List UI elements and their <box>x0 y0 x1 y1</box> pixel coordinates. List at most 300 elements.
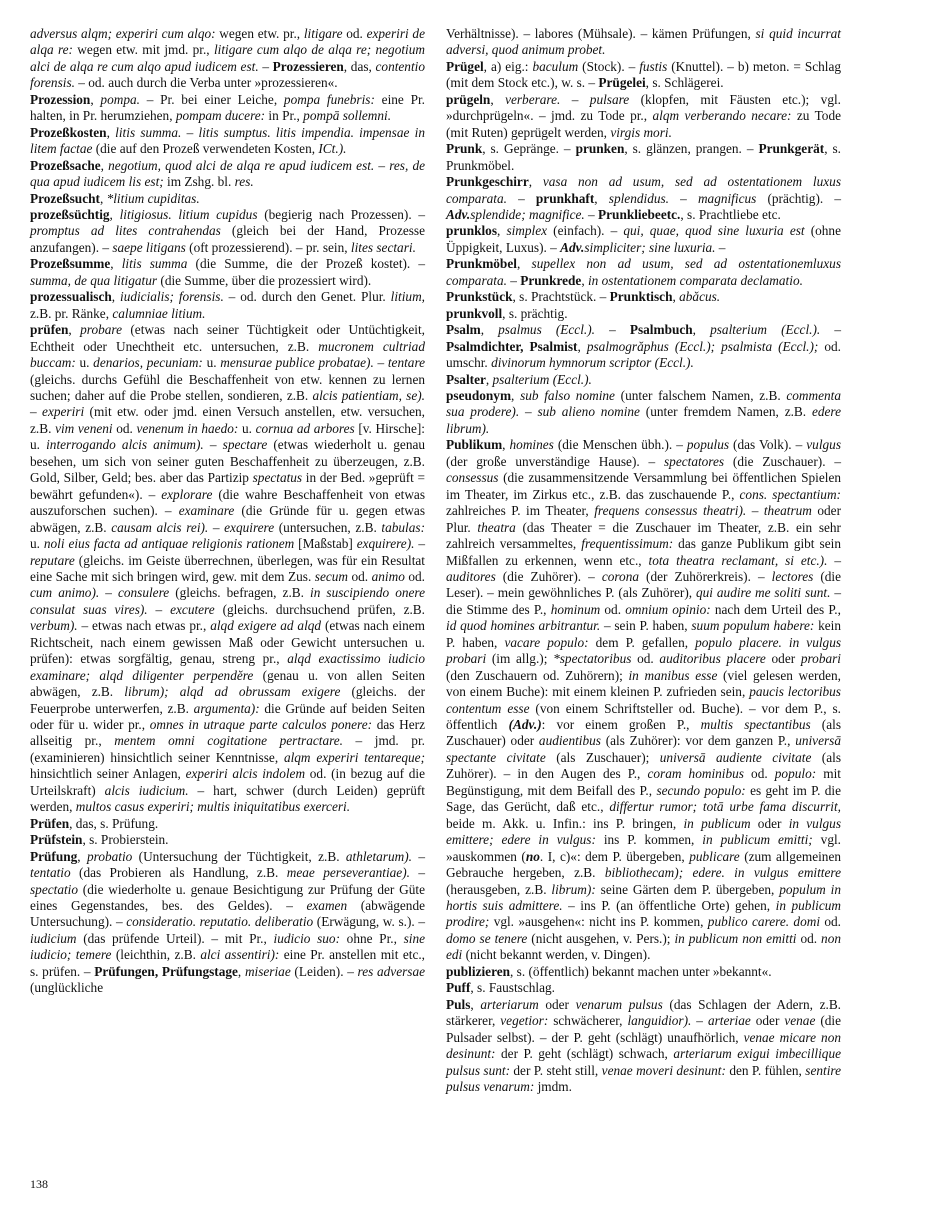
latin-text: alqd exactissimo iudicio examinare; alqd diligenter perpendĕre <box>30 651 425 683</box>
german-text: , <box>594 190 609 206</box>
latin-text: experiri alcis indolem <box>185 766 306 782</box>
german-text: u. <box>75 355 94 371</box>
german-text: im Zshg. bl. <box>163 174 235 190</box>
dictionary-entry <box>446 92 841 141</box>
headword: Prunkgeschirr <box>446 174 529 190</box>
headword: Prunkliebeetc. <box>598 206 681 222</box>
latin-text: exquirere <box>224 519 275 535</box>
german-text: , <box>111 289 120 305</box>
latin-text: exquirere). <box>356 536 415 552</box>
latin-text: theatrum <box>763 503 812 519</box>
latin-text: pompa. <box>100 91 140 107</box>
german-text: (die wiederholte u. genaue Besichtigung zur Prüfung der Güte eines Gegenstandes, bes. des Geldes). – <box>30 881 425 914</box>
left-column <box>30 26 425 997</box>
page-number: 138 <box>30 1177 48 1191</box>
german-text: (gleichs. befragen, z.B. <box>169 585 311 601</box>
latin-text: alci assentiri): <box>200 947 280 963</box>
german-text: (viel gelesen werden, von einem Buche): mit einem kleinen P. zufrieden sein, <box>446 667 842 700</box>
german-text: (die wahre Beschaffenheit von etwas auszuforschen suchen). – <box>30 486 425 519</box>
latin-text: in publicum emitti; <box>702 832 813 848</box>
latin-text: litium, <box>390 289 426 305</box>
latin-text: universā spectante civitate <box>446 733 841 765</box>
german-text: , <box>90 91 101 107</box>
latin-text: mentem omni cogitatione pertractare. <box>114 733 343 749</box>
german-text: , das, <box>343 58 376 74</box>
german-text: – <box>746 503 764 519</box>
german-text: das ganze Publikum gibt sein Mißfallen zu erkennen, wenn etc., <box>446 536 841 568</box>
latin-text: promptus ad lites contrahendas <box>30 223 221 239</box>
latin-text: languidior). <box>627 1013 692 1029</box>
german-text: – <box>411 848 425 864</box>
german-text: nach dem Urteil des P., <box>710 601 841 617</box>
latin-text: no <box>525 848 540 864</box>
headword: prozessualisch <box>30 289 112 305</box>
headword: Publikum <box>446 437 503 453</box>
german-text: – <box>203 437 223 453</box>
latin-text: verbum). <box>30 618 78 634</box>
latin-text: populum in hortis suis admittere. <box>446 881 841 914</box>
german-text: (der große unverständige Hause). – <box>446 453 664 469</box>
latin-text: alqm verberando necare: <box>652 108 792 124</box>
german-text: od. (in bezug auf die Urteilskraft) <box>30 766 425 798</box>
german-text: (den Zuschauern od. Zuhörern); <box>446 667 629 683</box>
latin-text: res. <box>234 174 254 190</box>
latin-text: splendide; magnifice. <box>470 206 585 222</box>
latin-text: omnes in utraque parte calculos ponere: <box>149 717 373 733</box>
german-text: , s. Prachtliebe etc. <box>680 206 781 222</box>
headword: prunkhaft <box>535 190 595 206</box>
german-text: (oft prozessierend). – pr. sein, <box>185 239 351 255</box>
latin-text: qui audire me soliti sunt. <box>696 585 831 601</box>
latin-text: sub alieno nomine <box>537 404 640 420</box>
latin-text: denarios, pecuniam: <box>93 355 203 371</box>
latin-text: examinare <box>178 503 235 519</box>
german-text: (der Zuhörerkreis). – <box>639 568 772 584</box>
german-text: , s. Prachtstück. – <box>512 289 610 305</box>
latin-text: in publicum <box>683 815 751 831</box>
dictionary-entry <box>30 289 425 322</box>
german-text: u. <box>30 536 44 552</box>
headword: Prüfen <box>30 815 70 831</box>
german-text: (das Schlagen der Adern, z.B. stärkerer, <box>446 996 842 1029</box>
latin-text: spectatus <box>252 470 303 486</box>
german-text: – <box>208 519 225 535</box>
german-text: od. <box>348 568 372 584</box>
latin-text: alqd exigere ad alqd <box>210 618 322 634</box>
german-text: schwächerer, <box>548 1013 628 1029</box>
latin-text: athletarum). <box>345 848 412 864</box>
latin-text: differtur rumor; totā urbe fama discurrit, <box>609 799 842 815</box>
dictionary-entry <box>30 832 425 848</box>
german-text: wegen etw. pr., <box>215 26 304 41</box>
german-text: – <box>147 601 171 617</box>
latin-text: summa, de qua litigatur <box>30 272 158 288</box>
german-text: wegen etw. mit jmd. pr., <box>72 42 214 58</box>
german-text: (gleichs. der Feuerprobe unterwerfen, z.B. <box>30 684 425 716</box>
latin-text: probari <box>800 651 841 667</box>
latin-text: venae moveri desinunt: <box>601 1062 726 1078</box>
german-text: , s. glänzen, prangen. – <box>624 141 759 157</box>
dictionary-entry <box>446 980 841 996</box>
german-text: , <box>100 157 109 173</box>
latin-text: probare <box>80 322 122 338</box>
latin-text: iudicio suo: <box>273 930 340 946</box>
latin-text: tentare <box>387 355 426 371</box>
latin-text: paucis lectoribus contentum esse <box>446 684 841 716</box>
german-text: (das Theater = die Zuschauer im Theater, z.B. ein sehr zahlreich versammeltes, <box>446 519 841 552</box>
german-text: (als Zuhörer). – in den Augen des P., <box>446 749 841 782</box>
latin-text: argumenta): <box>193 700 260 716</box>
latin-text: adversus alqm; experiri cum alqo: <box>30 26 216 41</box>
dictionary-entry <box>446 437 841 964</box>
german-text: (die Menschen übh.). – <box>553 437 687 453</box>
latin-text: universā audiente civitate <box>659 749 812 765</box>
latin-text: animo <box>371 568 405 584</box>
german-text: , <box>237 963 245 979</box>
german-text: – etwas nach etwas pr., <box>77 618 211 634</box>
german-text: (gleichs. im Geiste überrechnen, überlegen, was für ein Resultat eine Sache mit sich bringen wird, gew. mit dem Zus. <box>30 552 425 584</box>
german-text: od. <box>404 568 425 584</box>
german-text: – od. durch den Genet. Plur. <box>223 289 391 305</box>
headword: Prunk <box>446 141 483 157</box>
german-text: od. <box>796 930 822 946</box>
latin-text: populo placere. in vulgus probari <box>446 634 842 667</box>
german-text: kein P. haben, <box>446 618 842 650</box>
german-text: , <box>68 322 81 338</box>
latin-text: arteriarum exigui imbecillique pulsus sunt: <box>446 1046 841 1078</box>
german-text: (Leiden). – <box>290 963 358 979</box>
german-text: , <box>497 223 507 239</box>
latin-text: edere librum). <box>446 404 841 436</box>
headword: Prunkgerät <box>758 141 825 157</box>
latin-text: litigiosus. litium cupidus <box>119 206 258 222</box>
dictionary-entry <box>30 125 425 158</box>
latin-text: baculum <box>532 58 579 74</box>
german-text: (zum allgemeinen Gebrauche hergeben, z.B. <box>446 848 841 881</box>
latin-text: ICt.). <box>318 141 347 157</box>
dictionary-entry <box>30 191 425 207</box>
headword: Psalter <box>446 371 486 387</box>
latin-text: lectores <box>771 568 814 584</box>
german-text: , <box>672 289 680 305</box>
dictionary-entry <box>446 997 841 1096</box>
dictionary-entry <box>446 306 841 322</box>
latin-text: psalterium (Eccl.). <box>710 322 821 338</box>
german-text: , <box>502 437 510 453</box>
latin-text: vim veneni <box>55 420 113 436</box>
german-text: (gleichs. durchs Gefühl die Beschaffenheit von etw. kennen zu lernen suchen; daher auf die Probe stellen, sondieren, z.B. <box>30 371 425 403</box>
german-text: [v. Hirsche]: u. <box>30 420 425 453</box>
german-text: , <box>528 174 543 190</box>
german-text: od. <box>112 420 137 436</box>
german-text: hinsichtlich seiner Anlagen, <box>30 766 186 782</box>
german-text: u. <box>202 355 221 371</box>
latin-text: experiri de alqa re: <box>30 26 425 58</box>
latin-text: in publicum prodire; <box>446 898 841 930</box>
latin-text: auditores <box>446 568 496 584</box>
latin-text: verberare. – pulsare <box>505 91 630 107</box>
german-text: der P. geht (schlägt) schwach, <box>495 1046 674 1062</box>
latin-text: venarum pulsus <box>575 996 663 1012</box>
german-text: zahlreiches P. im Theater, <box>446 503 595 519</box>
headword: publizieren <box>446 963 511 979</box>
latin-text: litigare <box>303 26 343 41</box>
dictionary-entry <box>30 207 425 256</box>
german-text: oder <box>750 1013 785 1029</box>
german-text: (von einem Schriftsteller od. Buche). – vor dem P., s. öffentlich <box>446 700 841 733</box>
german-text: (das Volk). – <box>729 437 807 453</box>
headword: pseudonym <box>446 387 512 403</box>
german-text: es geht im P. die Sage, das Gerücht, daß etc., <box>446 782 842 815</box>
german-text: (die Zuschauer). – <box>724 453 841 469</box>
german-text: (das Probieren als Handlung, z.B. <box>70 865 287 881</box>
latin-text: vasa non ad usum, sed ad ostentationem luxus comparata. <box>446 174 841 206</box>
dictionary-entry <box>446 964 841 980</box>
latin-text: spectatores <box>664 453 725 469</box>
german-text: zu Tode (mit Ruten) geprügelt werden, <box>446 108 841 140</box>
german-text: (Untersuchung der Tüchtigkeit, z.B. <box>132 848 346 864</box>
german-text: – hart, schwer (durch Leiden) geprüft werden, <box>30 782 426 815</box>
german-text: – ins P. (an öffentliche Orte) gehen, <box>562 898 776 914</box>
german-text: vgl. »auskommen ( <box>446 832 841 864</box>
german-text: Verhältnisse). – labores (Mühsale). – kämen Prüfungen, <box>446 26 756 41</box>
german-text: , a) eig.: <box>483 58 533 74</box>
latin-text: miseriae <box>244 963 291 979</box>
german-text: – jmd. pr. (examinieren) hinsichtlich seiner Kenntnisse, <box>30 733 425 765</box>
german-text: (als Zuhörer): vor dem ganzen P., <box>600 733 796 749</box>
german-text: (die Summe, die der Prozeß kostet). – <box>187 256 425 272</box>
latin-text: *litium cupiditas. <box>106 190 200 206</box>
latin-text: negotium, quod alci de alqa re apud iudicem est. – res, de qua apud iudicem lis est; <box>30 157 425 190</box>
latin-text: homines <box>509 437 554 453</box>
german-text: (die zusammensitzende Versammlung bei öffentlichen Spielen im Theater, im Zirkus etc., z.B. das zuschauende P., <box>446 470 841 502</box>
german-text: (etwas nach einem Richtscheit, nach einem gewissen Maß oder Gewicht untersuchen u. prüfen): etwas sorgfältig, genau, streng pr., <box>30 618 426 667</box>
german-text: in Pr., <box>265 108 304 124</box>
headword: Prozeßsache <box>30 157 101 173</box>
latin-text: pompa funebris: <box>283 91 375 107</box>
headword: Prüfstein <box>30 832 83 848</box>
german-text: (prächtig). – <box>756 190 841 206</box>
german-text: – <box>409 865 426 881</box>
german-text: (etwas nach seiner Tüchtigkeit oder Untüchtigkeit, Echtheit oder Unechtheit etc. untersuchen, z.B. <box>30 322 425 354</box>
latin-text: litis summa. – litis sumptus. litis impendia. impensae in litem factae <box>30 124 426 157</box>
latin-text: probatio <box>86 848 133 864</box>
latin-text: sub falso nomine <box>520 387 615 403</box>
headword: prüfen <box>30 322 69 338</box>
german-text: oder <box>538 996 576 1012</box>
german-text: , <box>480 322 499 338</box>
latin-text: frequens consessus theatri). <box>594 503 747 519</box>
latin-text: excutere <box>170 601 215 617</box>
german-text: (nicht ausgehen, v. Pers.); <box>527 930 675 946</box>
german-text: – <box>584 206 599 222</box>
latin-text: commenta sua prodere). <box>446 387 841 420</box>
headword: Puff <box>446 980 471 996</box>
german-text: (unter fremdem Namen, z.B. <box>639 404 812 420</box>
german-text: (einfach). – <box>547 223 624 239</box>
german-text: – <box>506 272 521 288</box>
dictionary-entry <box>30 816 425 832</box>
latin-text: spectare <box>222 437 268 453</box>
latin-text: abăcus. <box>679 289 721 305</box>
german-text: in der Bed. »geprüft = bewährt gefunden«). – <box>30 470 426 502</box>
latin-text: psalterium (Eccl.). <box>492 371 592 387</box>
german-text: , s. Faustschlag. <box>470 980 555 996</box>
german-text: dem P. gefallen, <box>588 634 696 650</box>
latin-text: Adv. <box>560 239 585 255</box>
latin-text: pompam ducere: <box>175 108 266 124</box>
german-text: – Pr. bei einer Leiche, <box>139 91 284 107</box>
headword: Prunkstück <box>446 289 513 305</box>
headword: Prüfung <box>30 848 78 864</box>
latin-text: in vulgus emittere; edere in vulgus: <box>446 815 841 848</box>
latin-text: experiri <box>42 404 85 420</box>
german-text: , s. prächtig. <box>502 305 568 321</box>
german-text: (Stock). – <box>578 58 640 74</box>
latin-text: psalmogrăphus (Eccl.); psalmista (Eccl.); <box>586 338 819 354</box>
latin-text: tabulas: <box>381 519 425 535</box>
latin-text: corona <box>601 568 640 584</box>
german-text: u. <box>238 420 256 436</box>
latin-text: suum populum habere: <box>691 618 815 634</box>
latin-text: tentatio <box>30 865 71 881</box>
headword: Prozessieren <box>272 58 344 74</box>
german-text: – die Stimme des P., <box>446 585 841 617</box>
headword: prunken <box>575 141 625 157</box>
latin-text: in ostentationem comparata declamatio. <box>587 272 803 288</box>
headword: Prozeßsumme <box>30 256 111 272</box>
latin-text: alqm experiri tentareque; <box>283 749 425 765</box>
latin-text: cornua ad arbores <box>255 420 355 436</box>
german-text: – <box>820 322 841 338</box>
german-text: oder <box>750 815 789 831</box>
headword: Psalmbuch <box>629 322 693 338</box>
german-text: , <box>106 124 116 140</box>
dictionary-entry <box>446 256 841 289</box>
german-text: , <box>511 387 521 403</box>
latin-text: Adv. <box>446 206 471 222</box>
latin-text: mensurae publice probatae). <box>220 355 374 371</box>
german-text: od. umschr. <box>446 338 842 371</box>
latin-text: alcis patientiam, se). <box>312 387 425 403</box>
german-text: (die Pulsader selbst). – der P. geht (schlägt) unaufhörlich, <box>446 1013 841 1045</box>
german-text: (nicht bekannt werden, v. Dingen). <box>462 947 651 963</box>
german-text: (herausgeben, z.B. <box>446 881 552 897</box>
latin-text: populo: <box>774 766 817 782</box>
latin-text: cum animo). <box>30 585 100 601</box>
german-text: ohne Pr., <box>340 930 404 946</box>
latin-text: divinorum hymnorum scriptor (Eccl.). <box>491 355 694 371</box>
latin-text: simplex <box>506 223 548 239</box>
german-text: (leichthin, z.B. <box>111 947 201 963</box>
german-text: eine Pr. anstellen mit etc., s. prüfen. – <box>30 947 425 979</box>
german-text: die Gründe auf beiden Seiten oder für u. wider pr., <box>30 700 426 733</box>
latin-text: non edi <box>446 930 841 963</box>
german-text: , <box>470 996 481 1012</box>
latin-text: meae perseverantiae). <box>286 865 410 881</box>
dictionary-entry <box>446 223 841 256</box>
headword: Prozeßsucht <box>30 190 100 206</box>
german-text: (die auf den Prozeß verwendeten Kosten, <box>92 141 319 157</box>
latin-text: qui, quae, quod sine luxuria est <box>623 223 805 239</box>
latin-text: reputare <box>30 552 75 568</box>
latin-text: causam alcis rei). <box>111 519 209 535</box>
latin-text: lites sectari. <box>350 239 416 255</box>
latin-text: (Adv.) <box>508 717 542 733</box>
latin-text: noli eius facta ad antiquae religionis rationem <box>43 536 295 552</box>
german-text: od. <box>600 601 626 617</box>
german-text: od. <box>631 651 660 667</box>
latin-text: domo se tenere <box>446 930 528 946</box>
latin-text: publico carere. domi <box>707 914 821 930</box>
german-text: , <box>485 371 493 387</box>
german-text: eine Pr. halten, in Pr. herumziehen, <box>30 91 425 124</box>
german-text: (mit etw. oder jmd. einen Versuch anstellen, etw. versuchen, z.B. <box>30 404 425 436</box>
dictionary-entry <box>30 849 425 997</box>
latin-text: multis spectantibus <box>700 717 811 733</box>
latin-text: secum <box>314 568 349 584</box>
latin-text: arteriarum <box>480 996 539 1012</box>
german-text: , s. Schlägerei. <box>645 75 724 91</box>
latin-text: populus <box>686 437 730 453</box>
german-text: : vor einem großen P., <box>541 717 701 733</box>
german-text: , <box>516 256 532 272</box>
latin-text: simpliciter; sine luxuria. <box>584 239 716 255</box>
latin-text: contentio forensis. <box>30 58 425 91</box>
latin-text: theatra <box>477 519 516 535</box>
german-text: (die Zuhörer). – <box>495 568 602 584</box>
german-text: , <box>77 848 87 864</box>
german-text: od. <box>743 766 775 782</box>
german-text: mit Begünstigung, mit dem Beifall des P., <box>446 766 841 798</box>
latin-text: calumniae litium. <box>112 305 206 321</box>
latin-text: librum); alqd ad obrussam exigere <box>124 684 341 700</box>
german-text: (klopfen, mit Fäusten etc.); vgl. »durchprügeln«. – jmd. zu Tode pr., <box>446 91 841 124</box>
german-text: (das prüfende Urteil). – mit Pr., <box>76 930 274 946</box>
german-text: beide m. Akk. u. Infin.: ins P. bringen, <box>446 815 684 831</box>
latin-text: pompā sollemni. <box>303 108 392 124</box>
latin-text: arteriae <box>707 1013 751 1029</box>
german-text: , <box>581 272 588 288</box>
latin-text: sine iudicio; temere <box>30 930 426 963</box>
dictionary-entry <box>30 158 425 191</box>
german-text: (Erwägung, w. s.). – <box>313 914 425 930</box>
latin-text: audientibus <box>538 733 601 749</box>
dictionary-entry <box>30 92 425 125</box>
headword: Prunkmöbel <box>446 256 517 272</box>
latin-text: venae micare non desinunt: <box>446 1029 841 1062</box>
german-text: – <box>519 404 538 420</box>
latin-text: fustis <box>639 58 668 74</box>
german-text: (genau u. von allen Seiten abwägen, z.B. <box>30 667 425 700</box>
german-text: , <box>99 190 107 206</box>
german-text: vgl. »ausgehen«: nicht ins P. kommen, <box>489 914 708 930</box>
latin-text: multos casus experiri; multis iniquitatibus exerceri. <box>75 799 351 815</box>
german-text: ins P. kommen, <box>595 832 703 848</box>
latin-text: mucronem cultriad buccam: <box>30 338 425 371</box>
german-text: (als Zuschauer); <box>545 749 660 765</box>
german-text: – sein P. haben, <box>600 618 692 634</box>
latin-text: iudicialis; forensis. <box>120 289 224 305</box>
german-text: , das, s. Prüfung. <box>69 815 159 831</box>
german-text: – <box>99 585 118 601</box>
dictionary-entry <box>446 322 841 371</box>
latin-text: vulgus <box>806 437 841 453</box>
latin-text: litis summa <box>121 256 188 272</box>
german-text: oder Plur. <box>446 503 842 535</box>
german-text: (im allg.); <box>486 651 554 667</box>
latin-text: spectatio <box>30 881 79 897</box>
